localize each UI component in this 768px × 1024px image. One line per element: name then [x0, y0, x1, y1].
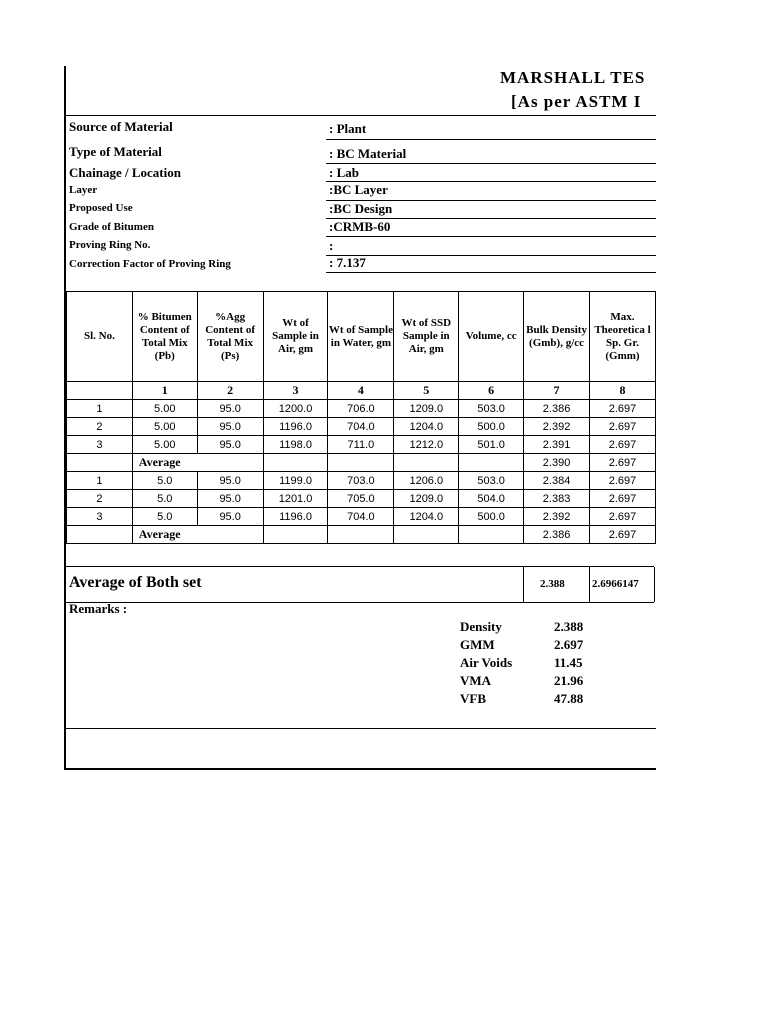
table-cell: 706.0 — [328, 400, 394, 418]
info-label-grade: Grade of Bitumen — [69, 221, 154, 233]
average-both-set-row — [66, 566, 654, 603]
table-cell — [263, 526, 328, 544]
table-cell: 1 — [67, 472, 133, 490]
table-cell: 704.0 — [328, 418, 394, 436]
table-cell: 501.0 — [459, 436, 524, 454]
col-header-wt-air: Wt of Sample in Air, gm — [263, 292, 328, 382]
table-cell: 2 — [67, 490, 133, 508]
table-cell: 500.0 — [459, 508, 524, 526]
col-number: 7 — [524, 382, 590, 400]
info-value-layer: :BC Layer — [329, 182, 388, 197]
table-row — [67, 418, 656, 436]
table-cell: 1198.0 — [263, 436, 328, 454]
col-header-bulk-density: Bulk Density (Gmb), g/cc — [524, 292, 590, 382]
table-cell: 2.392 — [524, 418, 590, 436]
table-cell: 1212.0 — [394, 436, 459, 454]
table-cell — [459, 454, 524, 472]
table-cell: 1204.0 — [394, 508, 459, 526]
info-divider — [326, 236, 656, 237]
sheet-subtitle: [As per ASTM I — [511, 92, 642, 111]
summary-value-air-voids: 11.45 — [554, 655, 583, 670]
info-value-grade: :CRMB-60 — [329, 219, 391, 234]
table-cell: 3 — [67, 508, 133, 526]
col-number: 6 — [459, 382, 524, 400]
summary-label-air-voids: Air Voids — [460, 655, 513, 670]
table-cell: 1201.0 — [263, 490, 328, 508]
summary-label-gmm: GMM — [460, 637, 495, 652]
table-row — [67, 436, 656, 454]
table-cell: 1196.0 — [263, 508, 328, 526]
table-cell: 2.391 — [524, 436, 590, 454]
table-cell — [394, 454, 459, 472]
table-cell: 711.0 — [328, 436, 394, 454]
col-number: 3 — [263, 382, 328, 400]
table-header-row — [67, 292, 656, 382]
table-row — [67, 472, 656, 490]
table-cell: 5.00 — [132, 436, 197, 454]
both-divider — [589, 567, 590, 602]
summary-value-vfb: 47.88 — [554, 691, 584, 706]
table-cell: 503.0 — [459, 472, 524, 490]
col-header-gmm: Max. Theoretica l Sp. Gr. (Gmm) — [589, 292, 655, 382]
table-cell: 1196.0 — [263, 418, 328, 436]
marshall-data-table — [66, 291, 656, 544]
table-cell: 95.0 — [197, 418, 263, 436]
table-cell: 95.0 — [197, 490, 263, 508]
table-row — [67, 490, 656, 508]
summary-label-density: Density — [460, 619, 502, 634]
column-number-row — [67, 382, 656, 400]
summary-value-density: 2.388 — [554, 619, 584, 634]
info-value-type: : BC Material — [329, 146, 407, 161]
average-gmm: 2.697 — [589, 454, 655, 472]
col-header-bitumen: % Bitumen Content of Total Mix (Pb) — [132, 292, 197, 382]
average-both-gmm: 2.6966147 — [592, 578, 639, 590]
average-bulk-density: 2.390 — [524, 454, 590, 472]
both-divider — [654, 567, 655, 602]
info-divider — [326, 272, 656, 273]
table-row — [67, 400, 656, 418]
table-cell: 95.0 — [197, 400, 263, 418]
table-cell: 2.392 — [524, 508, 590, 526]
table-cell: 2.697 — [589, 418, 655, 436]
table-cell: 2.383 — [524, 490, 590, 508]
col-header-wt-water: Wt of Sample in Water, gm — [328, 292, 394, 382]
table-cell — [394, 526, 459, 544]
col-number: 4 — [328, 382, 394, 400]
table-cell: 1209.0 — [394, 400, 459, 418]
col-number: 2 — [197, 382, 263, 400]
table-cell: 500.0 — [459, 418, 524, 436]
sheet-title: MARSHALL TES — [500, 68, 646, 87]
average-both-bulk-density: 2.388 — [540, 578, 565, 590]
col-header-volume: Volume, cc — [459, 292, 524, 382]
table-cell: 2.697 — [589, 508, 655, 526]
col-header-agg: %Agg Content of Total Mix (Ps) — [197, 292, 263, 382]
info-label-proposed-use: Proposed Use — [69, 202, 133, 214]
both-divider — [523, 567, 524, 602]
table-cell — [328, 454, 394, 472]
summary-label-vma: VMA — [460, 673, 492, 688]
average-label: Average — [132, 526, 263, 544]
marshall-test-sheet — [64, 66, 656, 770]
table-row — [67, 508, 656, 526]
table-cell: 704.0 — [328, 508, 394, 526]
table-cell: 1206.0 — [394, 472, 459, 490]
summary-value-vma: 21.96 — [554, 673, 584, 688]
table-cell: 1209.0 — [394, 490, 459, 508]
table-cell: 2.697 — [589, 400, 655, 418]
summary-value-gmm: 2.697 — [554, 637, 584, 652]
average-label: Average — [132, 454, 263, 472]
info-value-proposed-use: :BC Design — [329, 201, 393, 216]
table-cell: 5.00 — [132, 418, 197, 436]
table-cell: 504.0 — [459, 490, 524, 508]
table-cell: 503.0 — [459, 400, 524, 418]
info-label-chainage: Chainage / Location — [69, 165, 181, 180]
info-label-correction-factor: Correction Factor of Proving Ring — [69, 258, 231, 270]
table-cell: 5.00 — [132, 400, 197, 418]
info-divider — [326, 163, 656, 164]
table-cell: 2.386 — [524, 400, 590, 418]
table-cell: 705.0 — [328, 490, 394, 508]
table-cell — [263, 454, 328, 472]
col-number: 8 — [589, 382, 655, 400]
info-label-layer: Layer — [69, 184, 98, 196]
table-cell — [67, 454, 133, 472]
remarks-label: Remarks : — [69, 601, 128, 616]
table-cell — [459, 526, 524, 544]
table-cell: 2.384 — [524, 472, 590, 490]
col-header-wt-ssd: Wt of SSD Sample in Air, gm — [394, 292, 459, 382]
info-value-chainage: : Lab — [329, 165, 359, 180]
table-cell: 1199.0 — [263, 472, 328, 490]
table-cell: 3 — [67, 436, 133, 454]
set1-average-row — [67, 454, 656, 472]
average-gmm: 2.697 — [589, 526, 655, 544]
table-cell — [67, 526, 133, 544]
col-number: 5 — [394, 382, 459, 400]
table-cell — [328, 526, 394, 544]
table-cell: 95.0 — [197, 472, 263, 490]
table-cell: 95.0 — [197, 436, 263, 454]
info-label-proving-ring: Proving Ring No. — [69, 239, 151, 251]
table-cell: 1204.0 — [394, 418, 459, 436]
table-cell: 1 — [67, 400, 133, 418]
set2-average-row — [67, 526, 656, 544]
table-cell: 5.0 — [132, 490, 197, 508]
info-value-source: : Plant — [329, 121, 367, 136]
col-header-sl-no: Sl. No. — [67, 292, 133, 382]
info-value-proving-ring: : — [329, 238, 334, 253]
table-cell: 2.697 — [589, 472, 655, 490]
title-divider — [66, 115, 656, 116]
info-value-correction-factor: : 7.137 — [329, 255, 366, 270]
footer-divider — [66, 728, 656, 729]
info-label-type: Type of Material — [69, 144, 162, 159]
average-both-label: Average of Both set — [69, 574, 202, 591]
average-bulk-density: 2.386 — [524, 526, 590, 544]
table-cell: 703.0 — [328, 472, 394, 490]
col-number: 1 — [132, 382, 197, 400]
summary-label-vfb: VFB — [460, 691, 486, 706]
table-cell: 2.697 — [589, 436, 655, 454]
table-cell: 95.0 — [197, 508, 263, 526]
info-label-source: Source of Material — [69, 119, 173, 134]
table-cell: 2 — [67, 418, 133, 436]
table-cell: 5.0 — [132, 508, 197, 526]
table-cell: 2.697 — [589, 490, 655, 508]
info-divider — [326, 139, 656, 140]
info-divider — [326, 255, 656, 256]
table-cell: 1200.0 — [263, 400, 328, 418]
col-number — [67, 382, 133, 400]
table-cell: 5.0 — [132, 472, 197, 490]
